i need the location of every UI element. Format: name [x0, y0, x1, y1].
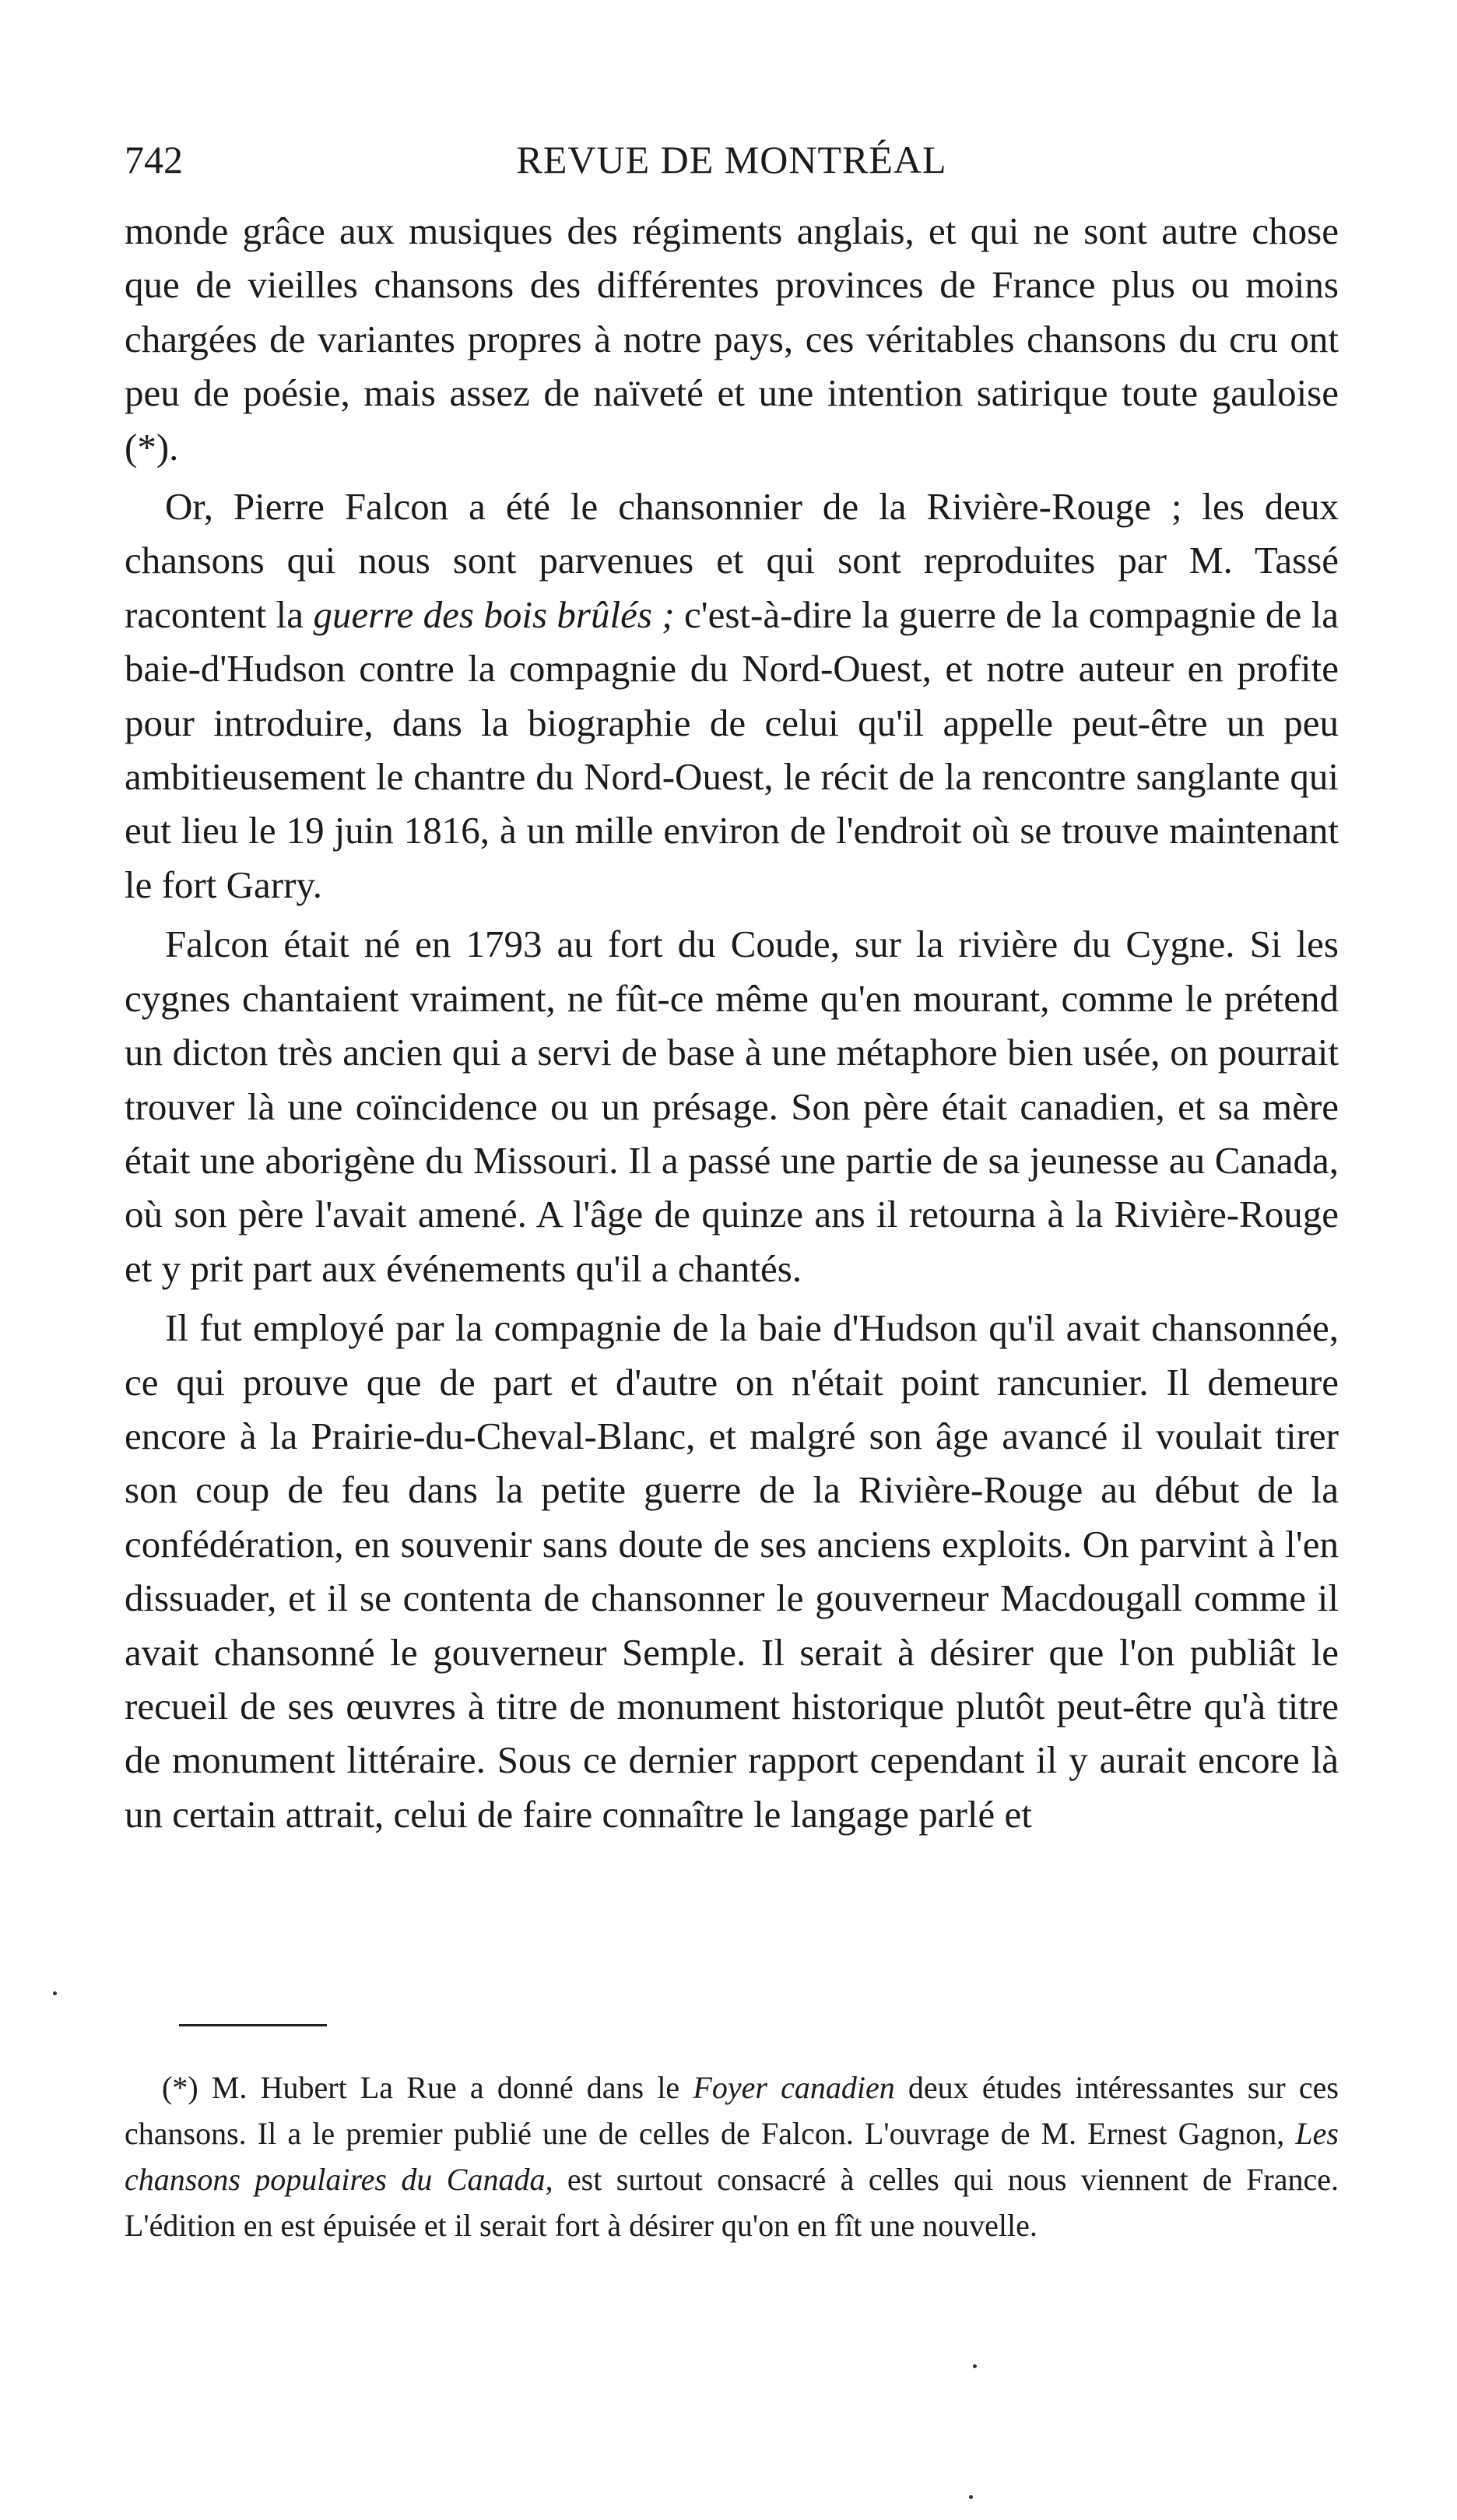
- running-head: REVUE DE MONTRÉAL: [516, 138, 947, 181]
- page-header: [125, 128, 1339, 191]
- paragraph-2-end: c'est-à-dire la guerre de la compagnie de la baie-d'Hudson contre la compagnie du Nord-Ouest, et notre auteur en profite pour introduire, dans la biographie de celui qu'il appelle peut-être un peu ambitieusement le chantre du Nord-Ouest, le récit de la rencontre sanglante qui eut lieu le 19 juin 1816, à un mille environ de l'endroit où se trouve maintenant le fort Garry.: [125, 592, 1339, 906]
- footnote-part-2: deux études intéressantes sur ces chansons. Il a le premier publié une de celles de Falcon. L'ouvrage de M. Ernest Gagnon,: [125, 2070, 1339, 2151]
- footnote-divider: [179, 2024, 327, 2026]
- main-text: [125, 204, 1339, 1847]
- paper-speck: [969, 2495, 973, 2499]
- footnote-italic-1: Foyer canadien: [693, 2070, 895, 2105]
- paper-speck: [53, 1991, 57, 1995]
- paragraph-1: monde grâce aux musiques des régiments anglais, et qui ne sont autre chose que de vieilles chansons des différentes provinces de France plus ou moins chargées de variantes propres à notre pays, ces véritables chansons du cru ont peu de poésie, mais assez de naïveté et une intention satirique toute gauloise (*).: [125, 209, 1339, 469]
- paper-speck: [973, 2364, 977, 2368]
- page-number: 742: [125, 138, 183, 181]
- footnote-text: [125, 2065, 1339, 2248]
- footnote-part-3: est surtout consacré à celles qui nous viennent de France. L'édition en est épuisée et il serait fort à désirer qu'on en fît une nouvelle.: [125, 2162, 1339, 2243]
- paragraph-4: Il fut employé par la compagnie de la baie d'Hudson qu'il avait chansonnée, ce qui prouve que de part et d'autre on n'était point rancunier. Il demeure encore à la Prairie-du-Cheval-Blanc, et malgré son âge avancé il voulait tirer son coup de feu dans la petite guerre de la Rivière-Rouge au début de la confédération, en souvenir sans doute de ses anciens exploits. On parvint à l'en dissuader, et il se contenta de chansonner le gouverneur Macdougall comme il avait chansonné le gouverneur Semple. Il serait à désirer que l'on publiât le recueil de ses œuvres à titre de monument historique plutôt peut-être qu'à titre de monument littéraire. Sous ce dernier rapport cependant il y aurait encore là un certain attrait, celui de faire connaître le langage parlé et: [125, 1306, 1339, 1836]
- footnote-part-1: (*) M. Hubert La Rue a donné dans le: [162, 2070, 693, 2105]
- footnote: [125, 2065, 1339, 2248]
- paragraph-3: Falcon était né en 1793 au fort du Coude, sur la rivière du Cygne. Si les cygnes chantaient vraiment, ne fût-ce même qu'en mourant, comme le prétend un dicton très ancien qui a servi de base à une métaphore bien usée, on pourrait trouver là une coïncidence ou un présage. Son père était canadien, et sa mère était une aborigène du Missouri. Il a passé une partie de sa jeunesse au Canada, où son père l'avait amené. A l'âge de quinze ans il retourna à la Rivière-Rouge et y prit part aux événements qu'il a chantés.: [125, 923, 1339, 1290]
- footnote-italic-2: Les chansons populaires du Canada,: [125, 2116, 1339, 2197]
- paragraph-2: [125, 480, 1339, 912]
- paragraph-2-italic: guerre des bois brûlés ;: [313, 592, 675, 636]
- paragraph-2-start: Or, Pierre Falcon a été le chansonnier de la Rivière-Rouge ; les deux chansons qui nous sont parvenues et qui sont reproduites par M. Tassé racontent la: [125, 485, 1339, 636]
